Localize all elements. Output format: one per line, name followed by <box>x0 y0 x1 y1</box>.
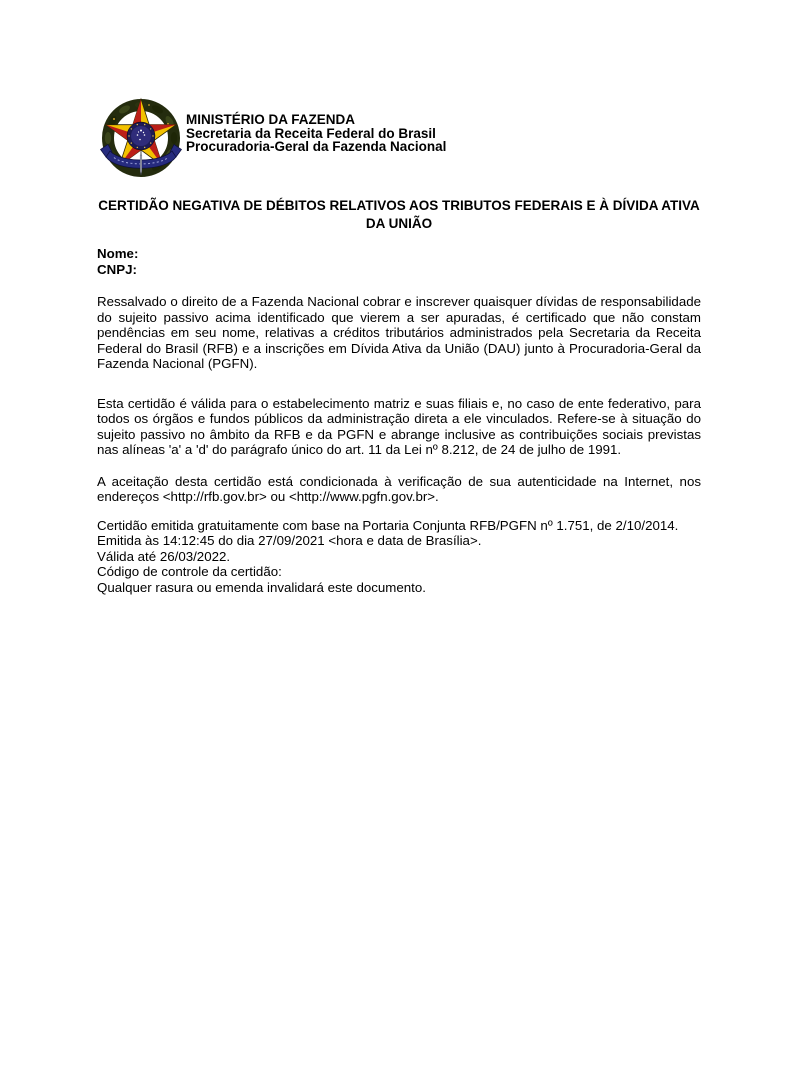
issuing-org-block <box>186 113 446 154</box>
document-header <box>97 97 701 183</box>
tamper-warning-line: Qualquer rasura ou emenda invalidará este documento. <box>97 579 426 595</box>
name-field <box>97 246 701 262</box>
name-field-label: Nome: <box>97 246 139 261</box>
paragraph-validity-scope: Esta certidão é válida para o estabelecimento matriz e suas filiais e, no caso de ente federativo, para todos os órgãos e fundos públicos da administração direta a ele vinculados. Refere-se à situação do sujeito passivo no âmbito da RFB e da PGFN e abrange inclusive as contribuições sociais previstas nas alíneas 'a' a 'd' do parágrafo único do art. 11 da Lei nº 8.212, de 24 de julho de 1991. <box>97 395 701 457</box>
cnpj-field-label: CNPJ: <box>97 261 137 277</box>
attorney-general-name: Procuradoria-Geral da Fazenda Nacional <box>186 139 447 154</box>
valid-until-line: Válida até 26/03/2022. <box>97 548 231 564</box>
issuance-basis-line: Certidão emitida gratuitamente com base na Portaria Conjunta RFB/PGFN nº 1.751, de 2/10/2014. <box>97 517 679 533</box>
issuance-details-block <box>97 518 701 596</box>
control-code-line: Código de controle da certidão: <box>97 564 282 579</box>
paragraph-authenticity-verification: A aceitação desta certidão está condicionada à verificação de sua autenticidade na Internet, nos endereços <http://rfb.gov.br> ou <http://www.pgfn.gov.br>. <box>97 473 701 504</box>
subject-identification <box>97 246 701 277</box>
ministry-name: MINISTÉRIO DA FAZENDA <box>186 112 356 127</box>
brazil-coat-of-arms-icon <box>99 97 183 183</box>
secretariat-name: Secretaria da Receita Federal do Brasil <box>186 125 436 141</box>
cnpj-field <box>97 262 701 278</box>
issued-datetime-line: Emitida às 14:12:45 do dia 27/09/2021 <hora e data de Brasília>. <box>97 533 482 548</box>
document-title: CERTIDÃO NEGATIVA DE DÉBITOS RELATIVOS AOS TRIBUTOS FEDERAIS E À DÍVIDA ATIVA DA UNIÃO <box>98 198 700 231</box>
paragraph-certification-statement: Ressalvado o direito de a Fazenda Nacional cobrar e inscrever quaisquer dívidas de responsabilidade do sujeito passivo acima identificado que vierem a ser apuradas, é certificado que não constam pendências em seu nome, relativas a créditos tributários administrados pela Secretaria da Receita Federal do Brasil (RFB) e a inscrições em Dívida Ativa da União (DAU) junto à Procuradoria-Geral da Fazenda Nacional (PGFN). <box>97 294 701 371</box>
